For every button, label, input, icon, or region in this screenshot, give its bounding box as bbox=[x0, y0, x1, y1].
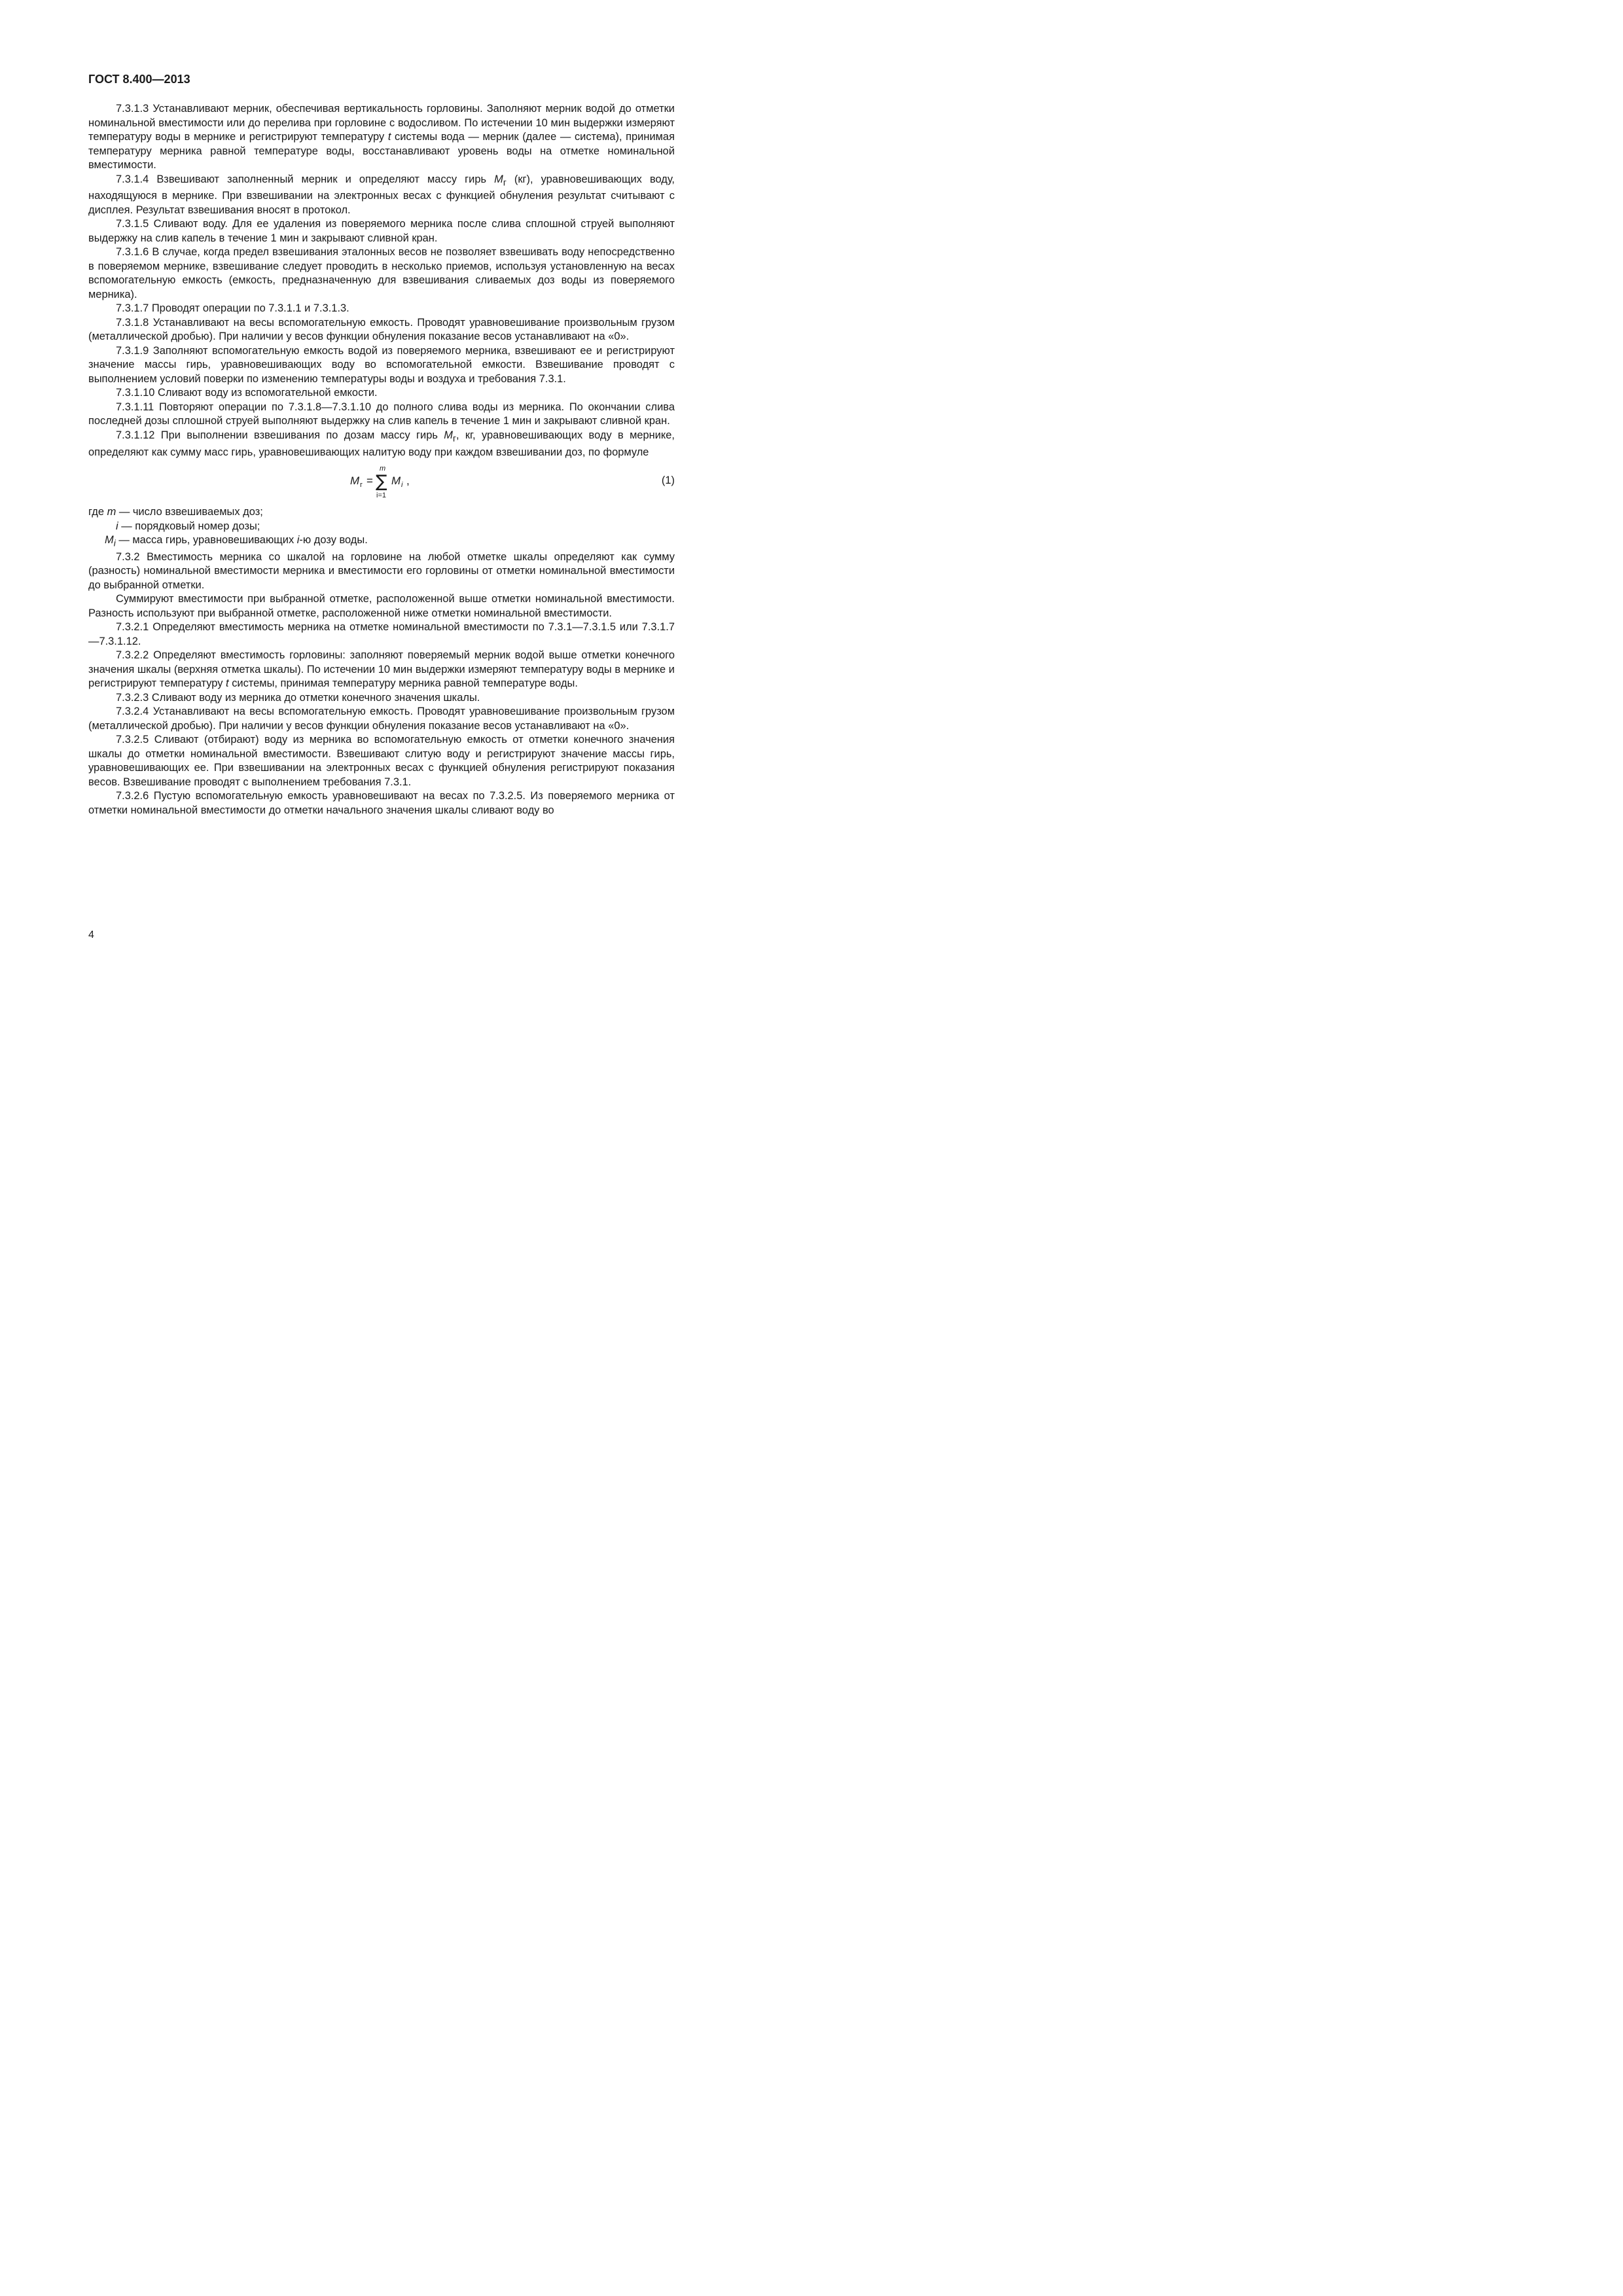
paragraph-7-3-1-4: 7.3.1.4 Взвешивают заполненный мерник и определяют массу гирь $M_г$ (кг), уравновешивающих воду, находящуюся в мернике. При взвешивании на электронных весах с функцией обнуления результат считывают с дисплея. Результат взвешивания вносят в протокол. bbox=[88, 173, 675, 216]
formula-sigma: ∑ bbox=[376, 472, 387, 492]
paragraph-7-3-2-note: Суммируют вместимости при выбранной отметке, расположенной выше отметки номинальной вместимости. Разность используют при выбранной отметке, расположенной ниже отметки номинальной вместимости. bbox=[88, 593, 675, 619]
formula-comma: , bbox=[406, 475, 410, 488]
definitions bbox=[88, 505, 675, 550]
paragraph-7-3-1-7: 7.3.1.7 Проводят операции по 7.3.1.1 и 7.3.1.3. bbox=[116, 302, 349, 315]
formula-1 bbox=[88, 459, 675, 505]
paragraph-7-3-2-5: 7.3.2.5 Сливают (отбирают) воду из мерника во вспомогательную емкость от отметки конечного значения шкалы до отметки номинальной вместимости. Взвешивают слитую воду и регистрируют значение массы гирь, уравновешивающих ее. При взвешивании на электронных весах с функцией обнуления регистрируют показания весов. Взвешивание проводят с выполнением требования 7.3.1. bbox=[88, 734, 675, 788]
formula-equals: = bbox=[366, 475, 373, 488]
definition-mi: $M_i$ — масса гирь, уравновешивающих i-ю дозу воды. bbox=[105, 534, 368, 548]
formula-lhs-sub: г bbox=[360, 481, 363, 490]
paragraph-7-3-2-1: 7.3.2.1 Определяют вместимость мерника на отметке номинальной вместимости по 7.3.1—7.3.1.5 или 7.3.1.7—7.3.1.12. bbox=[88, 621, 675, 647]
page-number: 4 bbox=[88, 929, 94, 941]
definition-m: где m — число взвешиваемых доз; bbox=[88, 506, 263, 518]
document-header: ГОСТ 8.400—2013 bbox=[88, 73, 190, 86]
paragraph-7-3-2-4: 7.3.2.4 Устанавливают на весы вспомогательную емкость. Проводят уравновешивание произвольным грузом (металлической дробью). При наличии у весов функции обнуления показание весов устанавливают на «0». bbox=[88, 706, 675, 732]
equation-number: (1) bbox=[661, 475, 675, 487]
paragraph-7-3-2-2: 7.3.2.2 Определяют вместимость горловины: заполняют поверяемый мерник водой выше отметки конечного значения шкалы (верхняя отметка шкалы). По истечении 10 мин выдержки измеряют температуру воды в мернике и регистрируют температуру t системы, принимая температуру мерника равной температуре воды. bbox=[88, 649, 675, 690]
paragraph-7-3-2-3: 7.3.2.3 Сливают воду из мерника до отметки конечного значения шкалы. bbox=[116, 691, 480, 704]
formula-term: M bbox=[391, 475, 401, 488]
sum-formula bbox=[350, 465, 422, 499]
formula-term-sub: i bbox=[401, 481, 403, 490]
document-body bbox=[88, 102, 675, 817]
paragraph-7-3-1-9: 7.3.1.9 Заполняют вспомогательную емкость водой из поверяемого мерника, взвешивают ее и регистрируют значение массы гирь, уравновешивающих воду во вспомогательной емкости. Взвешивание проводят с выполнением условий поверки по изменению температуры воды и воздуха и требования 7.3.1. bbox=[88, 344, 675, 385]
formula-lhs: M bbox=[350, 475, 360, 488]
paragraph-7-3-1-10: 7.3.1.10 Сливают воду из вспомогательной емкости. bbox=[116, 387, 378, 399]
paragraph-7-3-1-8: 7.3.1.8 Устанавливают на весы вспомогательную емкость. Проводят уравновешивание произвольным грузом (металлической дробью). При наличии у весов функции обнуления показание весов устанавливают на «0». bbox=[88, 316, 675, 343]
paragraph-7-3-1-6: 7.3.1.6 В случае, когда предел взвешивания эталонных весов не позволяет взвешивать воду непосредственно в поверяемом мернике, взвешивание следует проводить в несколько приемов, используя установленную на весах вспомогательную емкость (емкость, предназначенную для взвешивания сливаемых доз воды из поверяемого мерника). bbox=[88, 246, 675, 300]
paragraph-7-3-1-11: 7.3.1.11 Повторяют операции по 7.3.1.8—7.3.1.10 до полного слива воды из мерника. По окончании слива последней дозы сплошной струей выполняют выдержку на слив капель в течение 1 мин и закрывают сливной кран. bbox=[88, 401, 675, 427]
paragraph-7-3-1-12: 7.3.1.12 При выполнении взвешивания по дозам массу гирь $M_г$, кг, уравновешивающих воду в мернике, определяют как сумму масс гирь, уравновешивающих налитую воду при каждом взвешивании доз, по формуле bbox=[88, 429, 675, 458]
paragraph-7-3-2-6: 7.3.2.6 Пустую вспомогательную емкость уравновешивают на весах по 7.3.2.5. Из поверяемого мерника от отметки номинальной вместимости до отметки начального значения шкалы сливают воду во bbox=[88, 790, 675, 816]
formula-sum-lower: i=1 bbox=[376, 492, 386, 499]
paragraph-7-3-1-3: 7.3.1.3 Устанавливают мерник, обеспечивая вертикальность горловины. Заполняют мерник водой до отметки номинальной вместимости или до перелива при горловине с водосливом. По истечении 10 мин выдержки измеряют температуру воды в мернике и регистрируют температуру t системы вода — мерник (далее — система), принимая температуру мерника равной температуре воды, восстанавливают уровень воды на отметке номинальной вместимости. bbox=[88, 103, 675, 171]
paragraph-7-3-1-5: 7.3.1.5 Сливают воду. Для ее удаления из поверяемого мерника после слива сплошной струей выполняют выдержку на слив капель в течение 1 мин и закрывают сливной кран. bbox=[88, 218, 675, 244]
paragraph-7-3-2: 7.3.2 Вместимость мерника со шкалой на горловине на любой отметке шкалы определяют как сумму (разность) номинальной вместимости мерника и вместимости его горловины от отметки номинальной вместимости до выбранной отметки. bbox=[88, 550, 675, 591]
formula-sum-upper: m bbox=[380, 465, 386, 473]
definition-i: i — порядковый номер дозы; bbox=[116, 520, 260, 532]
